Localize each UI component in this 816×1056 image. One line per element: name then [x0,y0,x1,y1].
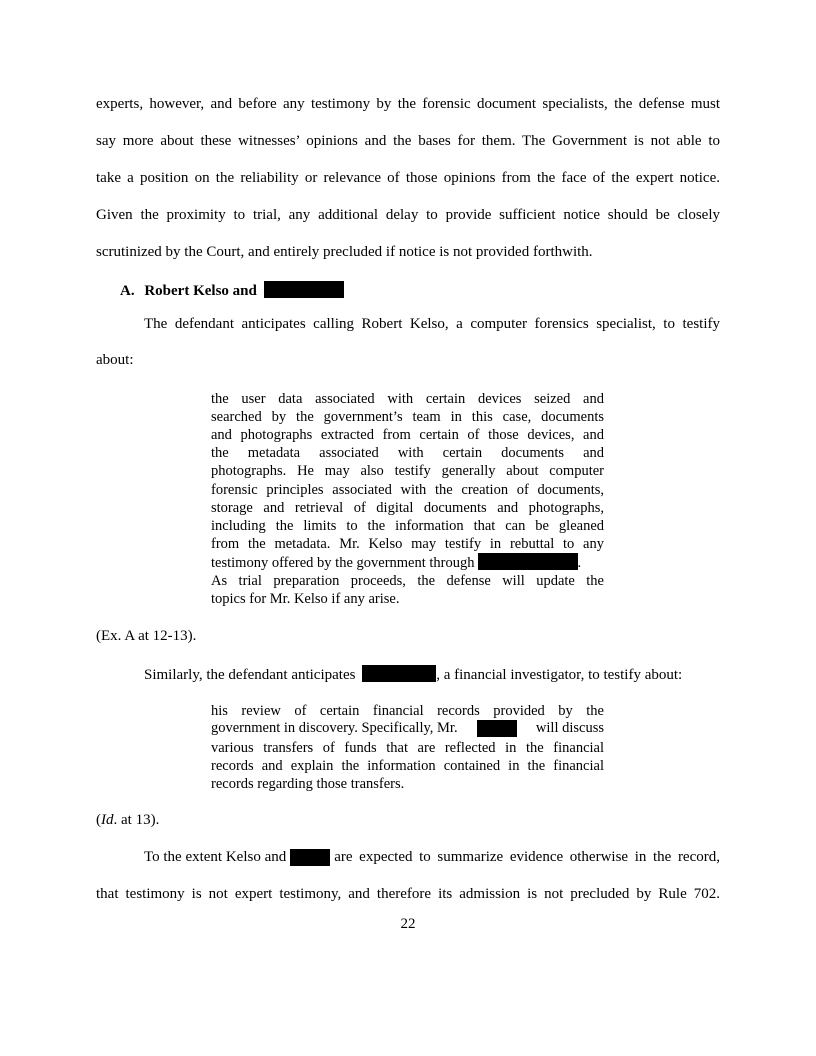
quote-line: topics for Mr. Kelso if any arise. [211,591,400,607]
body-line: Given the proximity to trial, any additional delay to provide sufficient notice should be closely [96,207,720,223]
citation-text: . at 13). [113,812,160,828]
quote-line: various transfers of funds that are reflected in the financial [211,740,604,756]
citation-text: ( [96,812,101,828]
quote-line [211,720,604,737]
section-heading [120,281,344,300]
quote-text: will discuss [535,720,604,736]
quote-line: including the limits to the information that can be gleaned [211,518,604,534]
quote-line: storage and retrieval of digital documents and photographs, [211,500,604,516]
body-line: say more about these witnesses’ opinions and the bases for them. The Government is not able to [96,133,720,149]
quote-text: testimony offered by the government through [211,555,475,571]
kelso-intro-line: The defendant anticipates calling Robert Kelso, a computer forensics specialist, to testify [144,316,720,332]
body-line: scrutinized by the Court, and entirely precluded if notice is not provided forthwith. [96,244,593,260]
kelso-intro-line: about: [96,352,134,368]
quote-line: from the metadata. Mr. Kelso may testify in rebuttal to any [211,536,604,552]
redaction-box [362,665,436,682]
quote-line: photographs. He may also testify generally about computer [211,463,604,479]
heading-text: Robert Kelso and [144,283,257,299]
summary-line [144,849,720,866]
redaction-box [264,281,344,298]
quote-line: and photographs extracted from certain of those devices, and [211,427,604,443]
quote-line: the metadata associated with certain documents and [211,445,604,461]
redaction-box [477,720,517,737]
quote-line: his review of certain financial records provided by the [211,703,604,719]
page-number: 22 [400,916,416,932]
body-line: experts, however, and before any testimony by the forensic document specialists, the defense must [96,96,720,112]
citation-id: Id [101,812,114,828]
similarly-text: , a financial investigator, to testify about: [436,667,683,683]
redaction-box [478,553,578,570]
quote-line: records and explain the information contained in the financial [211,758,604,774]
citation [96,812,159,829]
citation: (Ex. A at 12-13). [96,628,197,644]
redaction-box [290,849,330,866]
similarly-text: Similarly, the defendant anticipates [144,667,356,683]
quote-line: records regarding those transfers. [211,776,405,792]
quote-text: government in discovery. Specifically, Mr. [211,720,458,736]
quote-line: As trial preparation proceeds, the defense will update the [211,573,604,589]
body-line: take a position on the reliability or relevance of those opinions from the face of the expert notice. [96,170,720,186]
quote-line: searched by the government’s team in this case, documents [211,409,604,425]
quote-text: . [577,555,582,571]
quote-line: the user data associated with certain devices seized and [211,391,604,407]
similarly-line [144,665,682,684]
quote-line: forensic principles associated with the creation of documents, [211,482,604,498]
summary-text: To the extent Kelso and [144,849,287,865]
heading-number: A. [120,283,135,299]
quote-line [211,553,604,572]
summary-text: are expected to summarize evidence otherwise in the record, [334,849,720,865]
body-line: that testimony is not expert testimony, and therefore its admission is not precluded by Rule 702. [96,886,720,902]
